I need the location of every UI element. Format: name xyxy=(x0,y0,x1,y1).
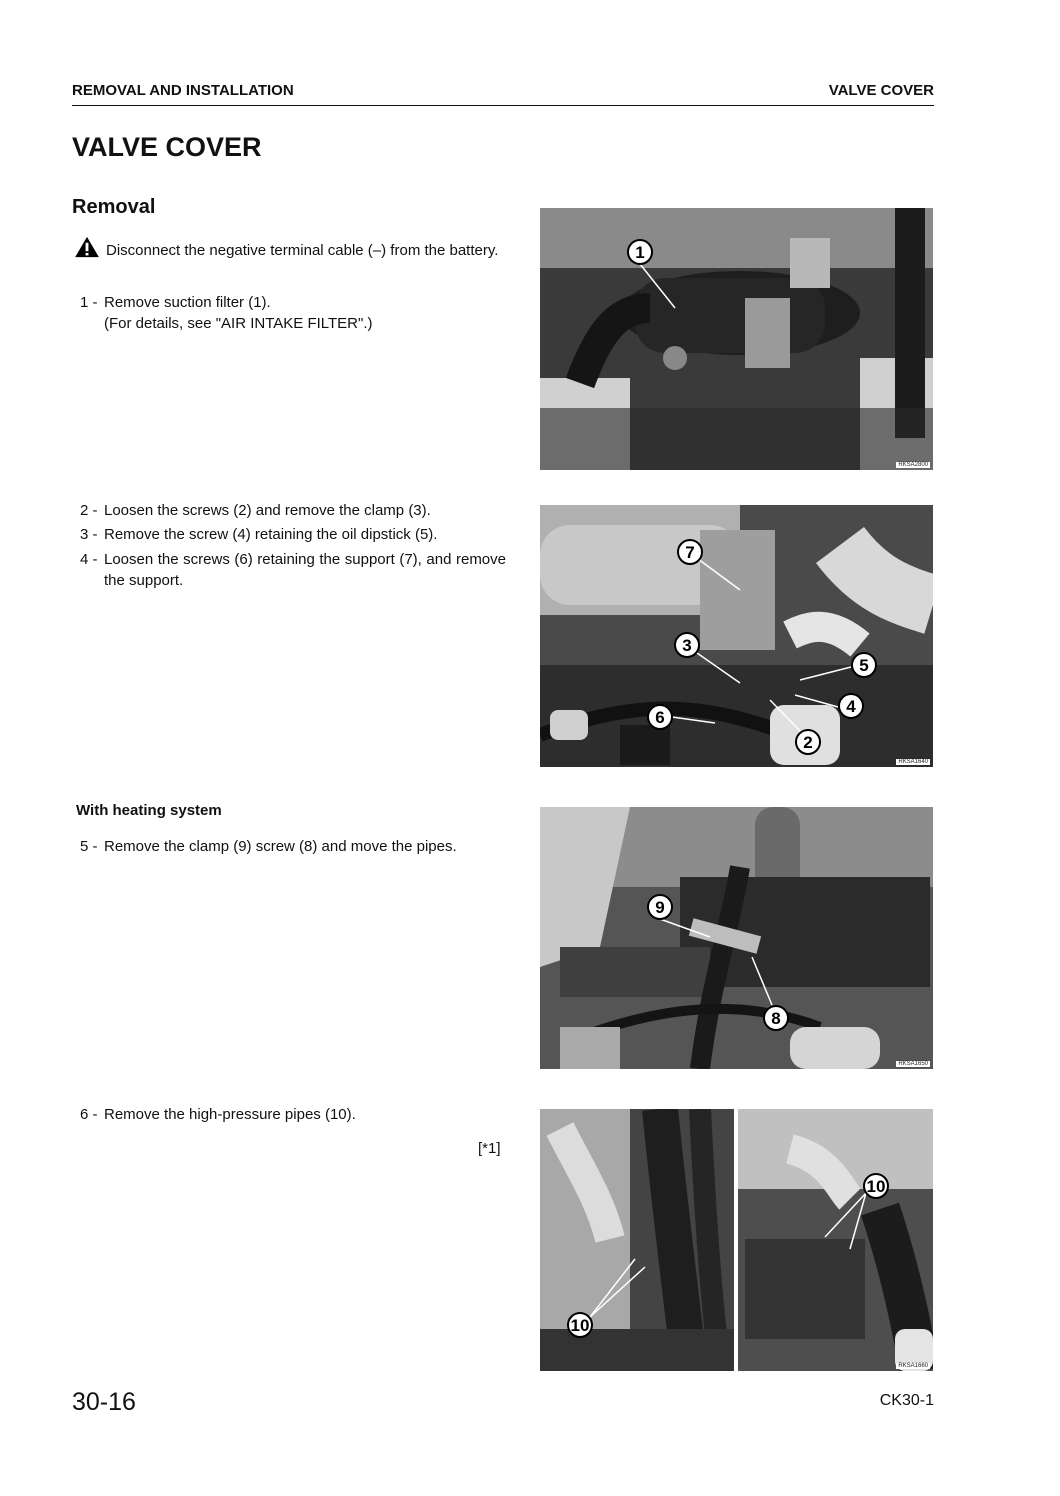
heating-heading: With heating system xyxy=(76,802,222,819)
photo-code: RKSA1640 xyxy=(898,759,928,765)
step-number: 6 - xyxy=(80,1106,98,1123)
reference-mark: [*1] xyxy=(478,1140,501,1157)
callouts xyxy=(540,1109,933,1371)
callouts xyxy=(540,807,933,1069)
warning-icon xyxy=(72,236,102,258)
svg-text:10: 10 xyxy=(866,1177,886,1196)
svg-text:5: 5 xyxy=(859,656,869,675)
header-topic: VALVE COVER xyxy=(828,82,934,99)
callout-8 xyxy=(752,957,788,1030)
svg-text:6: 6 xyxy=(655,708,665,727)
step-number: 5 - xyxy=(80,838,98,855)
callout-10-left xyxy=(568,1259,645,1337)
step-3 xyxy=(80,524,506,545)
step-6 xyxy=(80,1104,506,1125)
svg-text:8: 8 xyxy=(771,1009,781,1028)
svg-text:2: 2 xyxy=(803,733,813,752)
callouts xyxy=(540,208,933,470)
callout-1 xyxy=(628,240,652,264)
svg-text:1: 1 xyxy=(635,243,645,262)
step-number: 1 - xyxy=(80,294,98,311)
step-number: 4 - xyxy=(80,551,98,568)
step-5 xyxy=(80,836,506,857)
step-1 xyxy=(80,292,506,334)
warning-note xyxy=(72,236,506,261)
svg-text:7: 7 xyxy=(685,543,695,562)
section-heading: Removal xyxy=(72,196,156,218)
callout-5 xyxy=(800,653,876,680)
step-text: Remove the screw (4) retaining the oil dipstick (5). xyxy=(104,526,438,543)
photo-clamp-dipstick xyxy=(540,505,933,767)
photo-suction-filter xyxy=(540,208,933,470)
step-text-detail: (For details, see "AIR INTAKE FILTER".) xyxy=(104,315,373,332)
step-number: 3 - xyxy=(80,526,98,543)
step-2 xyxy=(80,500,506,521)
callout-2 xyxy=(770,700,820,754)
svg-text:4: 4 xyxy=(846,697,856,716)
step-text: Loosen the screws (6) retaining the support (7), and remove the support. xyxy=(104,551,506,589)
page-number: 30-16 xyxy=(72,1388,136,1416)
photo-code: RKSA2800 xyxy=(898,462,928,468)
callouts xyxy=(540,505,933,767)
header-section: REMOVAL AND INSTALLATION xyxy=(72,82,294,99)
step-text: Remove the high-pressure pipes (10). xyxy=(104,1106,356,1123)
step-number: 2 - xyxy=(80,502,98,519)
warning-text: Disconnect the negative terminal cable (–) from the battery. xyxy=(106,242,499,259)
photo-code: RKSA1660 xyxy=(898,1363,928,1369)
callout-10-right xyxy=(825,1174,888,1249)
svg-text:10: 10 xyxy=(570,1316,590,1335)
step-text: Remove the clamp (9) screw (8) and move the pipes. xyxy=(104,838,457,855)
photo-code: RKSA1650 xyxy=(898,1061,928,1067)
callout-3 xyxy=(675,633,740,683)
callout-7 xyxy=(678,540,740,590)
callout-9 xyxy=(648,895,710,937)
callout-4 xyxy=(795,694,863,718)
page-title: VALVE COVER xyxy=(72,132,262,162)
svg-text:9: 9 xyxy=(655,898,665,917)
photo-high-pressure-pipes xyxy=(540,1109,933,1371)
photo-heating-pipes xyxy=(540,807,933,1069)
step-text: Loosen the screws (2) and remove the clamp (3). xyxy=(104,502,431,519)
step-4 xyxy=(80,549,506,591)
document-code: CK30-1 xyxy=(879,1392,934,1409)
callout-6 xyxy=(648,705,715,729)
header-rule xyxy=(72,105,934,106)
svg-text:3: 3 xyxy=(682,636,692,655)
step-text: Remove suction filter (1). xyxy=(104,294,271,311)
